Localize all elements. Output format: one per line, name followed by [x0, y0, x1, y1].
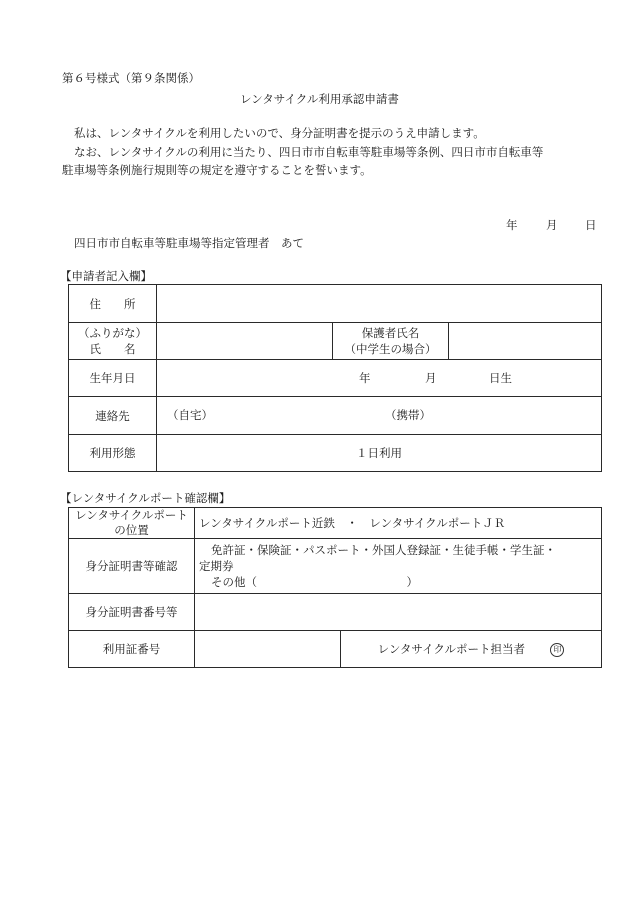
- seal-mark: 印: [550, 643, 564, 657]
- name-label: 氏 名: [89, 342, 136, 356]
- usage-row: [69, 435, 602, 472]
- id-check-label: 身分証明書等確認: [69, 539, 195, 594]
- usage-cert-field[interactable]: [195, 631, 341, 668]
- guardian-field[interactable]: [449, 323, 602, 360]
- birth-day-label: 日生: [489, 371, 512, 385]
- port-section-heading: 【レンタサイクルポート確認欄】: [60, 491, 231, 505]
- furigana-label: （ふりがな）: [78, 326, 147, 340]
- staff-label: レンタサイクルポート担当者: [377, 642, 526, 656]
- date-day-label: 日: [585, 218, 597, 232]
- address-field[interactable]: [157, 285, 602, 323]
- name-label-cell: [69, 323, 157, 360]
- port-table: [68, 507, 602, 668]
- contact-home-label: （自宅）: [167, 408, 213, 422]
- port-location-label: レンタサイクルポートの位置: [69, 508, 195, 539]
- paragraph-compliance-line1: なお、レンタサイクルの利用に当たり、四日市市自転車等駐車場等条例、四日市市自転車等: [74, 145, 544, 159]
- usage-cert-label: 利用証番号: [69, 631, 195, 668]
- id-check-options[interactable]: [195, 539, 602, 594]
- staff-cell[interactable]: [341, 631, 602, 668]
- contact-row: [69, 397, 602, 435]
- id-check-row: [69, 539, 602, 594]
- id-number-label: 身分証明書番号等: [69, 594, 195, 631]
- date-month-label: 月: [546, 218, 558, 232]
- birth-year-label: 年: [359, 371, 371, 385]
- guardian-note: （中学生の場合）: [344, 342, 437, 356]
- guardian-label: 保護者氏名: [361, 326, 420, 340]
- name-row: [69, 323, 602, 360]
- address-row: [69, 285, 602, 323]
- page-title: レンタサイクル利用承認申請書: [240, 92, 399, 106]
- applicant-section-heading: 【申請者記入欄】: [60, 269, 152, 283]
- contact-mobile-label: （携帯）: [385, 408, 431, 422]
- form-number: 第６号様式（第９条関係）: [62, 71, 200, 85]
- applicant-table: [68, 284, 602, 472]
- birthdate-label: 生年月日: [69, 360, 157, 397]
- birthdate-row: [69, 360, 602, 397]
- address-label: 住 所: [69, 285, 157, 323]
- contact-label: 連絡先: [69, 397, 157, 435]
- guardian-label-cell: [333, 323, 449, 360]
- name-field[interactable]: [157, 323, 333, 360]
- birth-month-label: 月: [425, 371, 437, 385]
- id-check-line1: 免許証・保険証・パスポート・外国人登録証・生徒手帳・学生証・: [211, 543, 556, 557]
- date-year-label: 年: [506, 218, 518, 232]
- birthdate-field[interactable]: [157, 360, 602, 397]
- paragraph-application: 私は、レンタサイクルを利用したいので、身分証明書を提示のうえ申請します。: [74, 126, 485, 140]
- addressee: 四日市市自転車等駐車場等指定管理者 あて: [74, 236, 304, 250]
- port-location-value[interactable]: レンタサイクルポート近鉄 ・ レンタサイクルポートＪＲ: [195, 508, 602, 539]
- id-check-line2: 定期券: [199, 559, 234, 573]
- usage-value: １日利用: [157, 435, 602, 472]
- id-number-row: [69, 594, 602, 631]
- usage-label: 利用形態: [69, 435, 157, 472]
- port-location-row: [69, 508, 602, 539]
- id-number-field[interactable]: [195, 594, 602, 631]
- id-check-line3: その他（ ）: [211, 575, 418, 589]
- contact-field[interactable]: [157, 397, 602, 435]
- paragraph-compliance-line2: 駐車場等条例施行規則等の規定を遵守することを誓います。: [62, 163, 372, 177]
- usage-cert-row: [69, 631, 602, 668]
